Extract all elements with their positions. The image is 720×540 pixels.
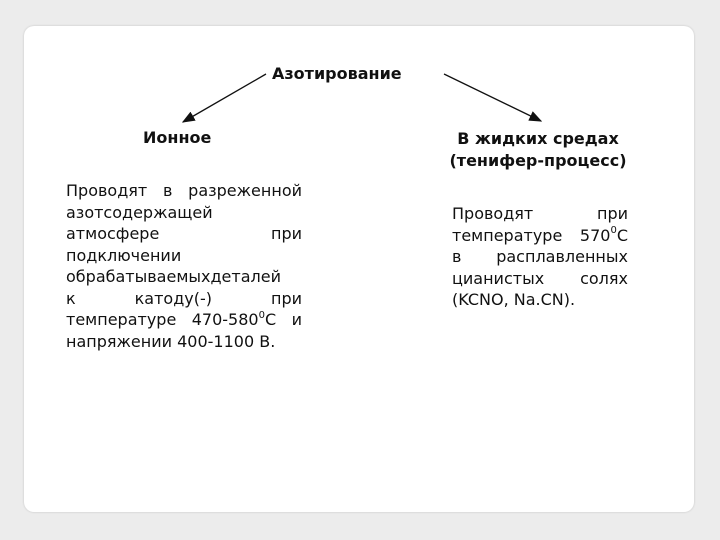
- text-line: к катоду(-) при: [66, 288, 302, 308]
- degree-sup: 0: [258, 309, 265, 321]
- text-line: цианистых солях: [452, 268, 628, 288]
- temp-text: температуре 570: [452, 225, 611, 245]
- liquid-description: [452, 203, 628, 311]
- text-line: [66, 309, 302, 331]
- diagram-title: Азотирование: [272, 64, 402, 83]
- heading-line: (тенифер-процесс): [449, 151, 627, 170]
- arrow-left: [183, 74, 266, 122]
- temp-unit: С: [616, 225, 628, 245]
- text-line: (KCNO, Na.CN).: [452, 290, 576, 309]
- text-line: азотсодержащей: [66, 202, 213, 222]
- branch-heading-ionic: Ионное: [143, 128, 212, 147]
- heading-line: В жидких средах: [457, 129, 619, 148]
- temp-text: температуре 470-580: [66, 310, 259, 329]
- text-line: напряжении 400-1100 В.: [66, 331, 276, 351]
- temp-unit: С и: [264, 310, 302, 329]
- arrow-right: [444, 74, 541, 121]
- text-line: Проводят при: [452, 204, 628, 223]
- text-line: подключении: [66, 245, 182, 265]
- text-line: Проводят в разреженной: [66, 181, 302, 200]
- text-line: в расплавленных: [452, 247, 628, 266]
- branch-heading-liquid: [432, 128, 644, 172]
- degree-sup: 0: [610, 225, 617, 237]
- text-line: [452, 225, 628, 247]
- text-line: обрабатываемыхдеталей: [66, 267, 281, 286]
- text-line: атмосфере при: [66, 224, 302, 243]
- ionic-description: [66, 180, 302, 352]
